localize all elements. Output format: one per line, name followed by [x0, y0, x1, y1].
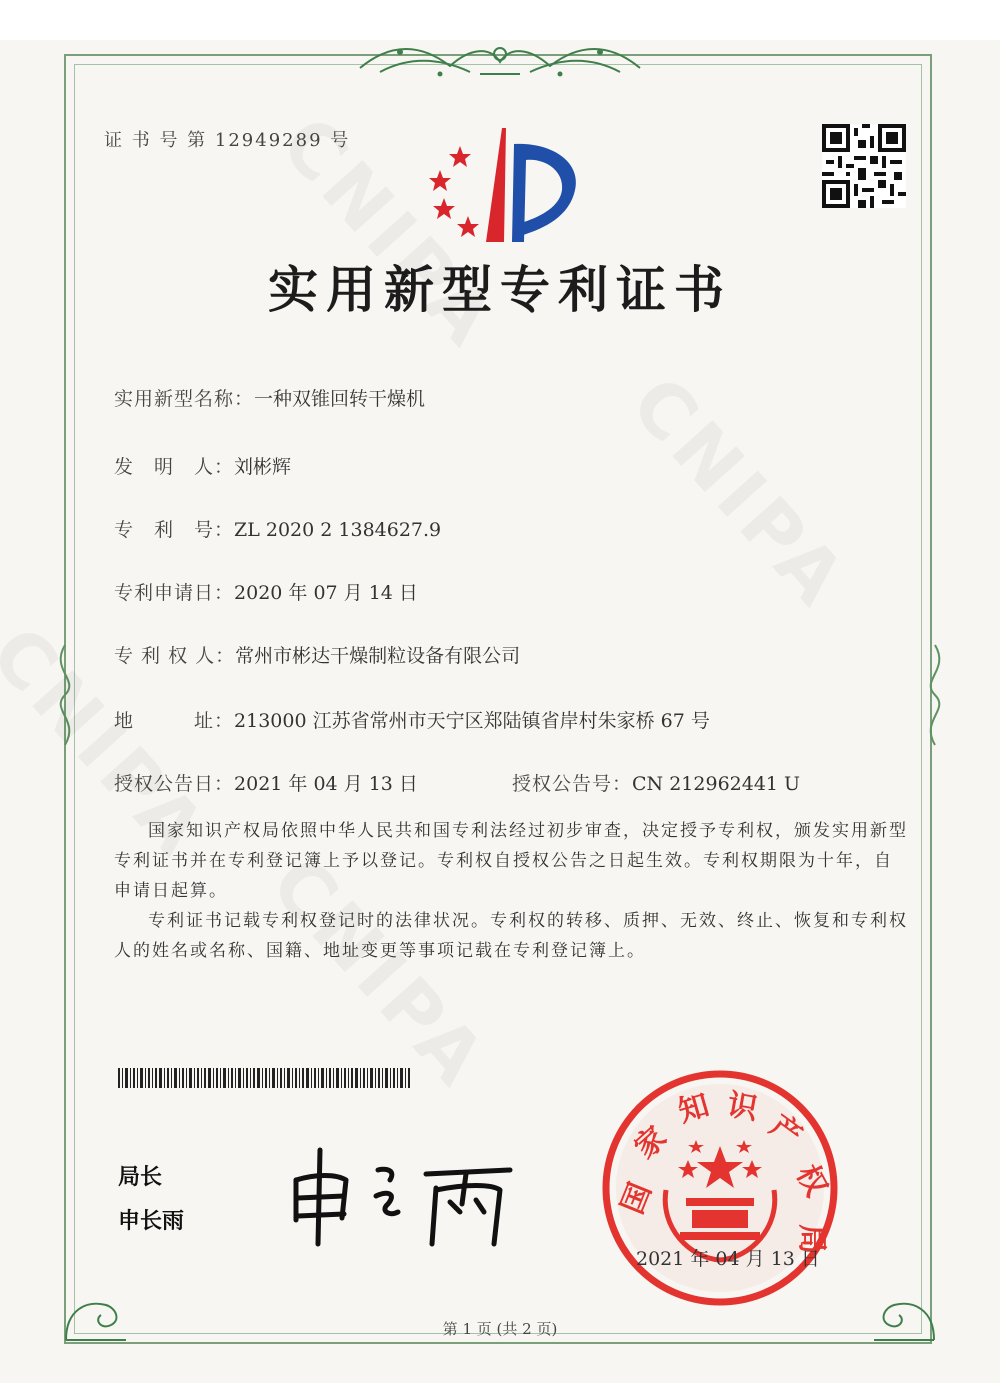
certificate-number-value: 12949289 [214, 130, 323, 151]
field-value: 刘彬辉 [234, 456, 292, 478]
field-label: 专 利 号： [114, 519, 235, 541]
svg-text:权: 权 [788, 1159, 834, 1203]
field-patent-number [114, 515, 441, 542]
top-ornament-icon [340, 38, 660, 82]
field-value: 213000 江苏省常州市天宁区郑陆镇省岸村朱家桥 67 号 [234, 710, 710, 732]
field-utility-model-name [114, 384, 425, 411]
barcode-icon [118, 1068, 412, 1088]
paragraph: 专利证书记载专利权登记时的法律状况。专利权的转移、质押、无效、终止、恢复和专利权人的姓名或名称、国籍、地址变更等事项记载在专利登记簿上。 [114, 911, 908, 961]
certificate-number-suffix: 号 [330, 130, 351, 151]
field-inventor [114, 452, 291, 479]
svg-text:产: 产 [763, 1108, 809, 1155]
bottom-left-ornament-icon [56, 1280, 136, 1350]
svg-text:家: 家 [627, 1119, 674, 1166]
field-value: 2021 年 04 月 13 日 [234, 773, 418, 795]
paragraph: 国家知识产权局依照中华人民共和国专利法经过初步审查，决定授予专利权，颁发实用新型专利证书并在专利登记簿上予以登记。专利权自授权公告之日起生效。专利权期限为十年，自申请日起算。 [114, 821, 908, 901]
field-label: 实用新型名称： [114, 388, 255, 410]
svg-text:局: 局 [794, 1224, 829, 1254]
qr-code-icon [822, 124, 906, 208]
svg-text:国: 国 [614, 1178, 659, 1219]
field-label: 专 利 权 人： [114, 645, 236, 667]
field-label: 地 址： [114, 710, 235, 732]
signature-icon [286, 1140, 516, 1250]
certificate-number-label: 证 书 号 第 [104, 130, 208, 151]
field-label: 专利申请日： [114, 582, 235, 604]
director-name: 申长雨 [118, 1209, 185, 1234]
field-application-date [114, 578, 418, 605]
field-label: 发 明 人： [114, 456, 235, 478]
svg-text:知: 知 [674, 1087, 714, 1130]
field-value: 一种双锥回转干燥机 [254, 388, 426, 410]
field-value: 2020 年 07 月 14 日 [234, 582, 418, 604]
field-grant-date [114, 769, 418, 796]
field-label: 授权公告号： [512, 773, 633, 795]
field-value: 常州市彬达干燥制粒设备有限公司 [235, 645, 521, 667]
page-title: 实用新型专利证书 [268, 261, 732, 319]
cnipa-logo-icon [424, 124, 584, 254]
field-label: 授权公告日： [114, 773, 235, 795]
seal-date: 2021 年 04 月 13 日 [636, 1248, 820, 1270]
official-seal-icon [600, 1068, 840, 1308]
director-title: 局长 [118, 1165, 163, 1190]
field-value: CN 212962441 U [632, 773, 801, 795]
certificate-number [104, 126, 350, 152]
svg-text:识: 识 [724, 1087, 761, 1128]
field-patentee [114, 641, 520, 668]
field-address [114, 706, 710, 733]
right-ornament-icon [920, 640, 950, 750]
page-number: 第 1 页 (共 2 页) [442, 1320, 558, 1338]
bottom-right-ornament-icon [864, 1280, 944, 1350]
field-grant-number [512, 769, 800, 796]
field-value: ZL 2020 2 1384627.9 [234, 519, 442, 541]
